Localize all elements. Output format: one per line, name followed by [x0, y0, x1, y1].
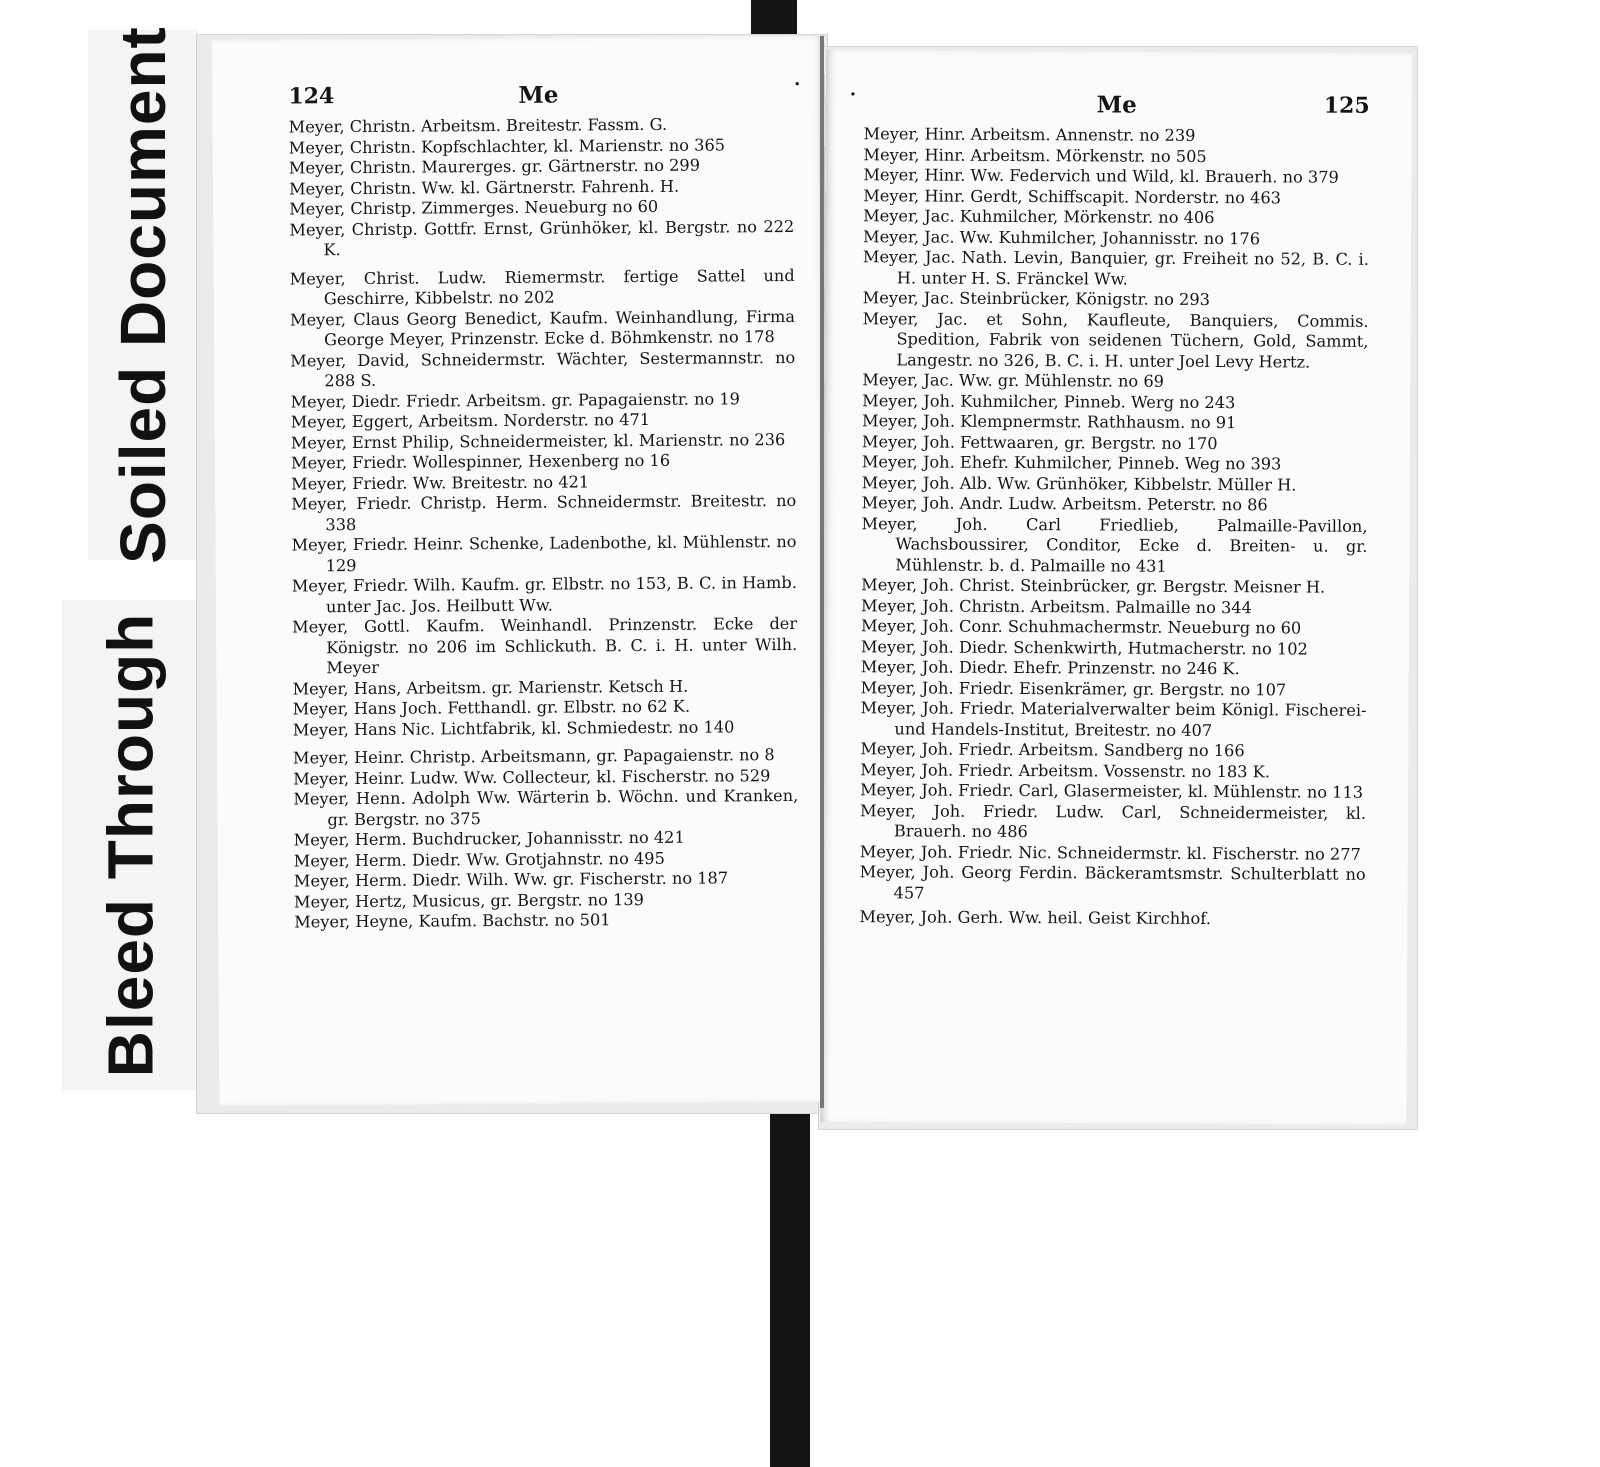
- soiled-document-label: [88, 26, 198, 564]
- right-page: [820, 50, 1412, 1125]
- directory-entry: Meyer, Joh. Conr. Schuhmachermstr. Neueburg no 60: [860, 616, 1302, 638]
- left-page-number: 124: [288, 83, 335, 110]
- left-entry-list: [289, 114, 800, 933]
- directory-entry: Meyer, Joh. Christn. Arbeitsm. Palmaille no 344: [861, 595, 1252, 617]
- directory-entry: Meyer, Hinr. Arbeitsm. Mörkenstr. no 505: [863, 144, 1207, 166]
- directory-entry: Meyer, Christn. Maurerges. gr. Gärtnerstr. no 299: [288, 155, 701, 178]
- directory-entry: Meyer, Hinr. Arbeitsm. Annenstr. no 239: [863, 124, 1196, 145]
- directory-entry: Meyer, Jac. Steinbrücker, Königstr. no 293: [862, 288, 1211, 310]
- directory-entry: Meyer, Heyne, Kaufm. Bachstr. no 501: [294, 910, 611, 932]
- left-page: [212, 36, 831, 1106]
- directory-entry: Meyer, Joh. Georg Ferdin. Bäckeramtsmstr. Schulterblatt no 457: [859, 862, 1366, 903]
- directory-entry: Meyer, Joh. Fettwaaren, gr. Bergstr. no 170: [861, 431, 1218, 453]
- bleed-through-label: [62, 600, 198, 1090]
- directory-entry: Meyer, Joh. Friedr. Arbeitsm. Sandberg no 166: [860, 739, 1245, 761]
- directory-entry: Meyer, Jac. Ww. Kuhmilcher, Johannisstr. no 176: [862, 226, 1261, 248]
- directory-entry: Meyer, Joh. Andr. Ludw. Arbeitsm. Peterstr. no 86: [861, 493, 1268, 515]
- directory-entry: Meyer, Hinr. Gerdt, Schiffscapit. Norderstr. no 463: [863, 185, 1282, 207]
- directory-entry: Meyer, Gottl. Kaufm. Weinhandl. Prinzenstr. Ecke der Königstr. no 206 im Schlickuth. B. C. i. H. unter Wilh. Meyer: [292, 613, 798, 678]
- left-running-head: Me: [518, 81, 559, 109]
- directory-entry: Meyer, Herm. Diedr. Wilh. Ww. gr. Fischerstr. no 187: [293, 868, 729, 891]
- directory-entry: Meyer, Jac. Kuhmilcher, Mörkenstr. no 406: [863, 206, 1215, 228]
- directory-entry: Meyer, Joh. Christ. Steinbrücker, gr. Bergstr. Meisner H.: [861, 575, 1326, 597]
- directory-entry: Meyer, Heinr. Christp. Arbeitsmann, gr. Papagaienstr. no 8: [292, 745, 775, 768]
- directory-entry: Meyer, Hans Nic. Lichtfabrik, kl. Schmiedestr. no 140: [292, 716, 735, 739]
- directory-entry: Meyer, Friedr. Wilh. Kaufm. gr. Elbstr. no 153, B. C. in Hamb. unter Jac. Jos. Heilbutt Ww.: [291, 572, 797, 616]
- right-header-speck: ·: [849, 84, 857, 106]
- soiled-document-text: Soiled Document: [107, 26, 179, 564]
- directory-entry: Meyer, Joh. Alb. Ww. Grünhöker, Kibbelstr. Müller H.: [861, 472, 1297, 494]
- directory-entry: Meyer, Christn. Arbeitsm. Breitestr. Fassm. G.: [288, 114, 668, 137]
- right-page-number: 125: [1323, 92, 1370, 119]
- directory-entry: Meyer, Herm. Diedr. Ww. Grotjahnstr. no 495: [293, 848, 665, 870]
- directory-entry: Meyer, Henn. Adolph Ww. Wärterin b. Wöchn. und Kranken, gr. Bergstr. no 375: [293, 785, 799, 829]
- directory-entry: Meyer, Heinr. Ludw. Ww. Collecteur, kl. Fischerstr. no 529: [293, 765, 771, 788]
- binding-strap-bottom: [770, 1105, 810, 1467]
- right-entry-list: [859, 124, 1369, 930]
- right-page-header: [849, 84, 1370, 127]
- directory-entry: Meyer, Friedr. Heinr. Schenke, Ladenbothe, kl. Mühlenstr. no 129: [291, 531, 797, 575]
- directory-entry: Meyer, Christn. Kopfschlachter, kl. Marienstr. no 365: [288, 134, 726, 157]
- left-header-speck: ·: [793, 73, 801, 95]
- directory-entry: Meyer, Joh. Friedr. Nic. Schneidermstr. kl. Fischerstr. no 277: [859, 841, 1361, 864]
- directory-entry: Meyer, Joh. Gerh. Ww. heil. Geist Kirchhof.: [859, 907, 1211, 929]
- directory-entry: Meyer, Hans, Arbeitsm. gr. Marienstr. Ketsch H.: [292, 676, 689, 698]
- directory-entry: Meyer, Joh. Ehefr. Kuhmilcher, Pinneb. Weg no 393: [861, 452, 1282, 474]
- directory-entry: Meyer, Hans Joch. Fetthandl. gr. Elbstr. no 62 K.: [292, 696, 691, 719]
- directory-entry: Meyer, Claus Georg Benedict, Kaufm. Weinhandlung, Firma George Meyer, Prinzenstr. Ecke d. Böhmkenstr. no 178: [289, 306, 796, 350]
- directory-entry: Meyer, David, Schneidermstr. Wächter, Sestermannstr. no 288 S.: [290, 347, 796, 391]
- directory-entry: Meyer, Joh. Diedr. Ehefr. Prinzenstr. no 246 K.: [860, 657, 1240, 679]
- left-page-header: [288, 73, 801, 117]
- directory-entry: Meyer, Hertz, Musicus, gr. Bergstr. no 139: [293, 889, 645, 911]
- directory-entry: Meyer, Joh. Friedr. Carl, Glasermeister, kl. Mühlenstr. no 113: [860, 780, 1364, 802]
- directory-entry: Meyer, Ernst Philip, Schneidermeister, kl. Marienstr. no 236: [290, 429, 786, 452]
- directory-entry: Meyer, Friedr. Christp. Herm. Schneidermstr. Breitestr. no 338: [291, 490, 797, 534]
- directory-entry: Meyer, Joh. Friedr. Ludw. Carl, Schneidermeister, kl. Brauerh. no 486: [859, 800, 1367, 842]
- directory-entry: Meyer, Joh. Friedr. Arbeitsm. Vossenstr. no 183 K.: [860, 759, 1270, 781]
- directory-entry: Meyer, Christp. Zimmerges. Neueburg no 60: [289, 196, 659, 219]
- directory-entry: Meyer, Christ. Ludw. Riemermstr. fertige Sattel und Geschirre, Kibbelstr. no 202: [289, 265, 795, 309]
- directory-entry: Meyer, Joh. Diedr. Schenkwirth, Hutmacherstr. no 102: [860, 636, 1308, 659]
- directory-entry: Meyer, Jac. Ww. gr. Mühlenstr. no 69: [862, 370, 1165, 391]
- directory-entry: Meyer, Friedr. Ww. Breitestr. no 421: [291, 471, 590, 493]
- directory-entry: Meyer, Diedr. Friedr. Arbeitsm. gr. Papagaienstr. no 19: [290, 388, 741, 411]
- directory-entry: Meyer, Joh. Kuhmilcher, Pinneb. Werg no 243: [862, 390, 1236, 412]
- directory-entry: Meyer, Eggert, Arbeitsm. Norderstr. no 471: [290, 409, 651, 432]
- directory-entry: Meyer, Herm. Buchdrucker, Johannisstr. no 421: [293, 827, 685, 850]
- directory-entry: Meyer, Christn. Ww. kl. Gärtnerstr. Fahrenh. H.: [288, 176, 680, 198]
- book-gutter-shadow: [820, 36, 824, 1108]
- directory-entry: Meyer, Jac. Nath. Levin, Banquier, gr. Freiheit no 52, B. C. i. H. unter H. S. Fränckel Ww.: [862, 247, 1369, 289]
- directory-entry: Meyer, Joh. Friedr. Materialverwalter beim Königl. Fischerei- und Handels-Institut, Breitestr. no 407: [860, 698, 1367, 740]
- directory-entry: Meyer, Joh. Klempnermstr. Rathhausm. no 91: [862, 411, 1237, 433]
- bleed-through-text: Bleed Through: [94, 612, 166, 1078]
- directory-entry: Meyer, Christp. Gottfr. Ernst, Grünhöker, kl. Bergstr. no 222 K.: [289, 216, 795, 260]
- directory-entry: Meyer, Hinr. Ww. Federvich und Wild, kl. Brauerh. no 379: [863, 165, 1339, 187]
- right-running-head: Me: [1096, 91, 1137, 119]
- directory-entry: Meyer, Joh. Carl Friedlieb, Palmaille-Pavillon, Wachsboussirer, Conditor, Ecke d. Breiten- u. gr. Mühlenstr. b. d. Palmaille no 431: [861, 513, 1368, 576]
- directory-entry: Meyer, Joh. Friedr. Eisenkrämer, gr. Bergstr. no 107: [860, 677, 1287, 699]
- directory-entry: Meyer, Friedr. Wollespinner, Hexenberg no 16: [290, 450, 671, 473]
- directory-entry: Meyer, Jac. et Sohn, Kaufleute, Banquiers, Commis. Spedition, Fabrik von seidenen Tüchern, Gold, Sammt, Langestr. no 326, B. C. i. H. unter Joel Levy Hertz.: [862, 308, 1369, 372]
